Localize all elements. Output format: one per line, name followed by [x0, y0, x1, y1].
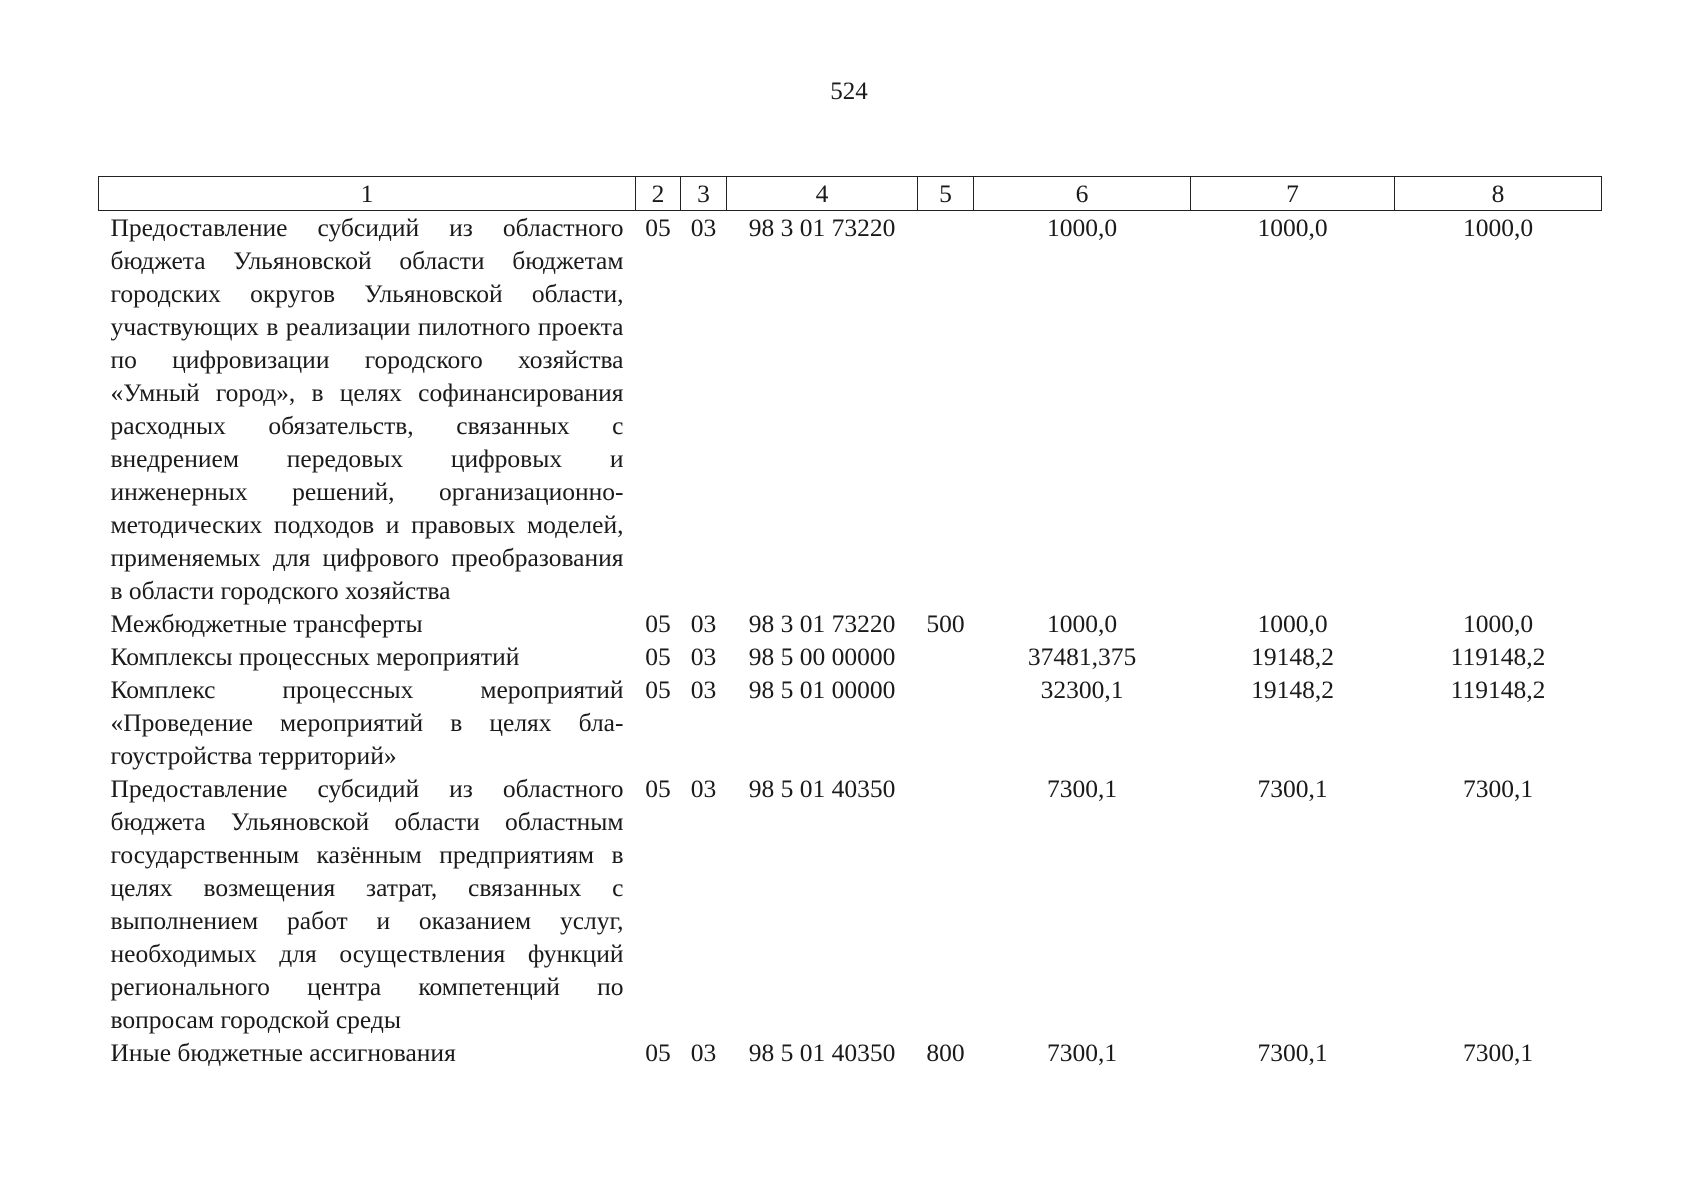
header-row — [99, 177, 1602, 211]
row-value-col6: 32300,1 — [1040, 675, 1124, 704]
row-section-code: 05 — [645, 213, 671, 242]
row-name: Иные бюджетные ассигнования — [110, 1038, 456, 1067]
row-value-col7: 1000,0 — [1257, 213, 1328, 242]
column-header-7: 7 — [1191, 177, 1395, 211]
row-value-col7: 1000,0 — [1257, 609, 1328, 638]
row-expense-type — [918, 640, 974, 673]
table-row — [99, 211, 1602, 608]
row-value-col6: 1000,0 — [1046, 213, 1118, 242]
row-subsection-code: 03 — [690, 609, 717, 638]
row-section-code: 05 — [645, 675, 671, 704]
row-subsection-code: 03 — [690, 642, 717, 671]
column-header-6: 6 — [974, 177, 1191, 211]
column-header-2: 2 — [636, 177, 681, 211]
table-row — [99, 673, 1602, 772]
budget-table — [98, 176, 1602, 1069]
row-value-col6: 1000,0 — [1046, 609, 1118, 638]
row-expense-type — [918, 211, 974, 608]
row-value-col8: 1000,0 — [1462, 609, 1534, 638]
row-target-code: 98 5 01 00000 — [748, 675, 896, 704]
row-target-code: 98 5 00 00000 — [748, 642, 896, 671]
column-header-5: 5 — [918, 177, 974, 211]
row-value-col6: 7300,1 — [1046, 1038, 1118, 1067]
row-target-code: 98 5 01 40350 — [748, 1038, 896, 1067]
row-name: Комплекс процессных мероприятий «Проведение мероприятий в целях благоустройства территорий» — [110, 675, 624, 770]
row-value-col6: 37481,375 — [1027, 642, 1137, 671]
row-value-col7: 7300,1 — [1257, 1038, 1328, 1067]
table-row — [99, 1036, 1602, 1069]
row-value-col8: 7300,1 — [1462, 1038, 1534, 1067]
row-section-code: 05 — [645, 1038, 671, 1067]
row-section-code: 05 — [645, 774, 671, 803]
row-name: Комплексы процессных мероприятий — [110, 642, 520, 671]
column-header-3: 3 — [681, 177, 727, 211]
row-name: Предоставление субсидий из областного бюджета Ульяновской области областным государственным казённым предприятиям в целях возмещения затрат, связанных с выполнением работ и оказанием услуг, необходимых для осуществления функций регионального центра компетенций по вопросам городской среды — [110, 774, 624, 1034]
row-target-code: 98 5 01 40350 — [748, 774, 896, 803]
table-header — [99, 177, 1602, 211]
row-name: Межбюджетные трансферты — [110, 609, 423, 638]
row-value-col7: 19148,2 — [1251, 675, 1334, 704]
row-value-col8: 119148,2 — [1450, 642, 1546, 671]
row-value-col8: 7300,1 — [1462, 774, 1534, 803]
row-subsection-code: 03 — [690, 774, 717, 803]
row-section-code: 05 — [645, 642, 671, 671]
row-subsection-code: 03 — [690, 675, 717, 704]
column-header-1: 1 — [99, 177, 636, 211]
row-target-code: 98 3 01 73220 — [748, 213, 896, 242]
column-header-8: 8 — [1395, 177, 1602, 211]
row-expense-type — [918, 673, 974, 772]
table-row — [99, 640, 1602, 673]
table-row — [99, 607, 1602, 640]
row-expense-type: 500 — [926, 609, 965, 638]
row-value-col8: 1000,0 — [1462, 213, 1534, 242]
row-subsection-code: 03 — [690, 1038, 717, 1067]
row-value-col6: 7300,1 — [1046, 774, 1118, 803]
row-subsection-code: 03 — [690, 213, 717, 242]
row-value-col7: 19148,2 — [1251, 642, 1334, 671]
row-value-col8: 119148,2 — [1450, 675, 1546, 704]
row-expense-type — [918, 772, 974, 1036]
table-row — [99, 772, 1602, 1036]
table-body — [99, 211, 1602, 1070]
page-number: 524 — [830, 78, 868, 105]
row-value-col7: 7300,1 — [1257, 774, 1328, 803]
row-expense-type: 800 — [926, 1038, 965, 1067]
row-target-code: 98 3 01 73220 — [748, 609, 896, 638]
row-name: Предоставление субсидий из областного бюджета Ульяновской области бюджетам городских округов Ульяновской области, участвующих в реализации пилотного проекта по цифровизации городского хозяйства «Умный город», в целях софинансирования расходных обязательств, связанных с внедрением передовых цифровых и инженерных решений, организационно-методических подходов и правовых моделей, применяемых для цифрового преобразования в области городского хозяйства — [110, 213, 624, 605]
column-header-4: 4 — [727, 177, 918, 211]
row-section-code: 05 — [645, 609, 671, 638]
